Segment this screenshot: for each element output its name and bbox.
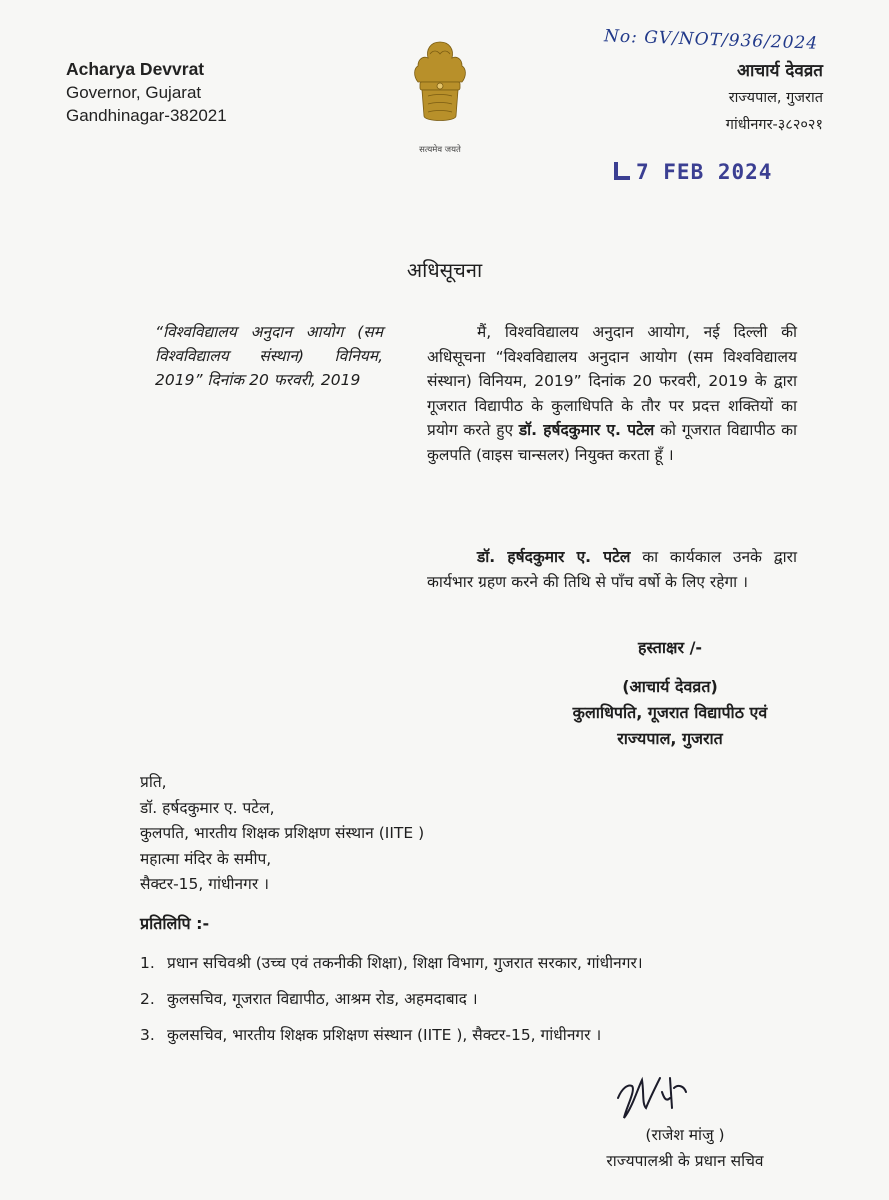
secretary-block (560, 1122, 810, 1174)
signatory-block (520, 674, 820, 752)
national-emblem (400, 36, 480, 156)
list-item-number: 1. (140, 954, 155, 972)
list-item-text: कुलसचिव, गूजरात विद्यापीठ, आश्रम रोड, अहमदाबाद । (167, 990, 478, 1008)
regulation-citation: “विश्वविद्यालय अनुदान आयोग (सम विश्वविद्यालय संस्थान) विनियम, 2019” दिनांक 20 फरवरी, 2019 (155, 323, 383, 389)
reference-number: No: GV/NOT/936/2024 (603, 26, 819, 54)
copy-to-title: प्रतिलिपि :- (140, 914, 210, 933)
notification-paragraph-1 (427, 320, 797, 467)
recipient-address (140, 770, 424, 898)
recipient-name: डॉ. हर्षदकुमार ए. पटेल, (140, 798, 275, 817)
recipient-prefix: प्रति, (140, 773, 167, 791)
recipient-line-1: कुलपति, भारतीय शिक्षक प्रशिक्षण संस्थान (IITE ) (140, 824, 425, 842)
date-stamp (614, 160, 772, 184)
stamp-mark-icon (614, 162, 630, 180)
paragraph-1-text: मैं, विश्वविद्यालय अनुदान आयोग, नई दिल्ली की अधिसूचना “विश्वविद्यालय अनुदान आयोग (सम विश्वविद्यालय संस्थान) विनियम, 2019” दिनांक 20 फरवरी, 2019 के द्वारा गूजरात विद्यापीठ के कुलाधिपति के तौर पर प्रदत्त शक्तियों का प्रयोग करते हुए (427, 323, 797, 439)
list-item-number: 3. (140, 1026, 155, 1044)
notification-paragraph-2 (427, 545, 797, 594)
governor-place-en: Gandhinagar-382021 (66, 106, 227, 125)
signed-label: हस्ताक्षर /- (638, 638, 703, 657)
list-item-text: प्रधान सचिवश्री (उच्च एवं तकनीकी शिक्षा), शिक्षा विभाग, गुजरात सरकार, गांधीनगर। (167, 954, 643, 972)
appointee-name: डॉ. हर्षदकुमार ए. पटेल (518, 421, 655, 439)
secretary-title: राज्यपालश्री के प्रधान सचिव (606, 1152, 764, 1170)
list-item (140, 1022, 840, 1048)
governor-name-hi: आचार्य देवव्रत (737, 61, 823, 81)
paragraph-1-text-end: को गूजरात विद्यापीठ का कुलपति (वाइस चान्सलर) नियुक्त करता हूँ । (427, 421, 797, 464)
date-stamp-text: 7 FEB 2024 (636, 160, 773, 184)
header-left (66, 58, 227, 127)
secretary-name: (राजेश मांजु ) (645, 1126, 725, 1144)
notification-title: अधिसूचना (406, 258, 483, 282)
governor-designation-hi: राज्यपाल, गुजरात (728, 90, 823, 106)
signatory-line-1: कुलाधिपति, गूजरात विद्यापीठ एवं (572, 703, 768, 722)
signature-scribble-icon (612, 1068, 692, 1128)
signatory-line-2: राज्यपाल, गुजरात (617, 729, 723, 748)
recipient-line-3: सैक्टर-15, गांधीनगर । (140, 875, 270, 893)
recipient-line-2: महात्मा मंदिर के समीप, (140, 849, 272, 868)
governor-name-en: Acharya Devvrat (66, 59, 205, 79)
list-item (140, 986, 840, 1012)
emblem-motto: सत्यमेव जयते (419, 145, 461, 155)
lion-capital-icon (400, 36, 480, 146)
list-item-text: कुलसचिव, भारतीय शिक्षक प्रशिक्षण संस्थान (IITE ), सैक्टर-15, गांधीनगर । (167, 1026, 602, 1044)
appointee-name-2: डॉ. हर्षदकुमार ए. पटेल (477, 548, 631, 566)
signatory-name: (आचार्य देवव्रत) (622, 677, 718, 696)
governor-place-hi: गांधीनगर-३८२०२१ (725, 117, 823, 133)
paragraph-2-text: का कार्यकाल उनके द्वारा कार्यभार ग्रहण करने की तिथि से पाँच वर्षो के लिए रहेगा । (427, 548, 797, 591)
governor-designation-en: Governor, Gujarat (66, 83, 202, 102)
list-item (140, 950, 840, 976)
list-item-number: 2. (140, 990, 155, 1008)
copy-to-list (140, 950, 840, 1048)
header-right (640, 58, 823, 139)
